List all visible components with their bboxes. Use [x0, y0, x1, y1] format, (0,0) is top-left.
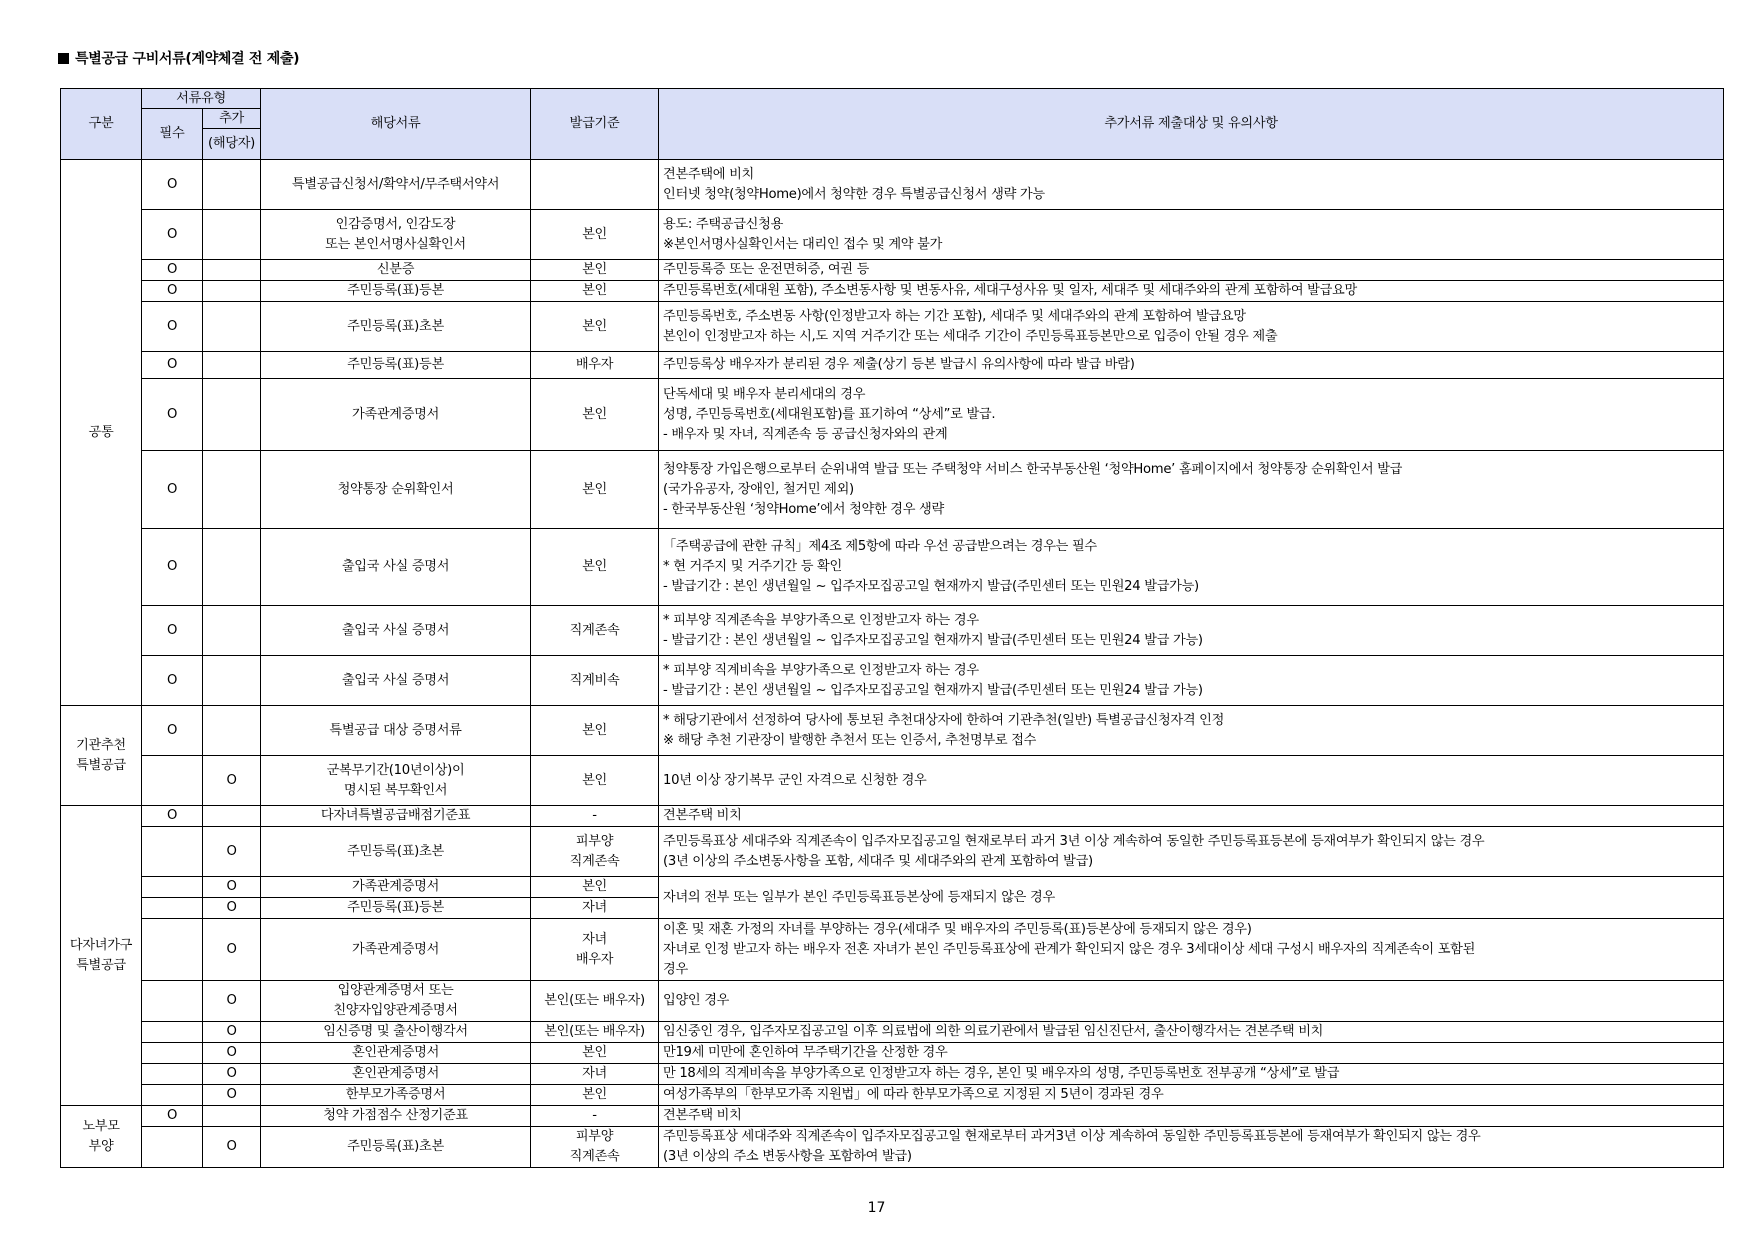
issue-basis	[531, 756, 659, 806]
required-mark: O	[142, 606, 203, 656]
table-row	[61, 756, 1724, 806]
basis-line: 피부양	[575, 1129, 614, 1144]
table-row	[61, 1022, 1724, 1043]
document-name	[261, 1064, 531, 1085]
document-line: 또는 본인서명사실확인서	[325, 236, 466, 252]
group-label: 특별공급	[76, 757, 126, 773]
issue-basis	[531, 606, 659, 656]
document-line: 주민등록(표)등본	[347, 357, 444, 372]
issue-basis	[531, 877, 659, 898]
group-label: 다자녀가구	[69, 937, 133, 953]
required-mark	[142, 1064, 203, 1085]
table-row	[61, 210, 1724, 260]
notes-cell	[659, 451, 1724, 529]
basis-line: 직계비속	[569, 672, 620, 688]
note-line: 자녀로 인정 받고자 하는 배우자 전혼 자녀가 본인 주민등록표상에 관계가 확인되지 않은 경우 3세대이상 세대 구성시 배우자의 직계존속이 포함된	[663, 941, 1476, 957]
extra-mark	[203, 1106, 261, 1127]
basis-line: 본인	[582, 559, 607, 574]
header-group: 구분	[61, 89, 142, 160]
issue-basis	[531, 379, 659, 451]
required-mark: O	[142, 656, 203, 706]
extra-mark: O	[203, 1043, 261, 1064]
document-line: 주민등록(표)초본	[347, 843, 444, 859]
documents-table	[60, 88, 1724, 1168]
extra-mark: O	[203, 1085, 261, 1106]
note-line: 임신중인 경우, 입주자모집공고일 이후 의료법에 의한 의료기관에서 발급된 임신진단서, 출산이행각서는 견본주택 비치	[663, 1024, 1324, 1039]
page-number: 17	[867, 1200, 886, 1216]
basis-line: 본인	[582, 318, 607, 334]
extra-mark	[203, 352, 261, 379]
note-line: - 발급기간 : 본인 생년월일 ~ 입주자모집공고일 현재까지 발급(주민센터 또는 민원24 발급가능)	[663, 579, 1199, 594]
notes-cell	[659, 656, 1724, 706]
notes-cell	[659, 352, 1724, 379]
note-line: * 피부양 직계비속을 부양가족으로 인정받고자 하는 경우	[663, 662, 979, 678]
required-mark	[142, 1022, 203, 1043]
issue-basis	[531, 656, 659, 706]
extra-mark	[203, 806, 261, 827]
basis-line: -	[592, 808, 597, 823]
extra-mark	[203, 656, 261, 706]
document-name	[261, 919, 531, 981]
basis-line: 본인	[582, 1087, 607, 1102]
basis-line: 자녀	[582, 931, 607, 947]
group-cell-elder	[61, 1106, 142, 1168]
issue-basis	[531, 210, 659, 260]
document-line: 주민등록(표)등본	[347, 900, 444, 915]
extra-mark	[203, 260, 261, 281]
issue-basis	[531, 1106, 659, 1127]
document-line: 혼인관계증명서	[351, 1045, 440, 1060]
required-mark	[142, 919, 203, 981]
basis-line: 자녀	[582, 1066, 607, 1081]
basis-line: 본인	[582, 772, 607, 788]
document-line: 가족관계증명서	[351, 941, 440, 957]
extra-mark	[203, 160, 261, 210]
header-extra-sub	[203, 129, 261, 160]
document-line: 주민등록(표)초본	[347, 318, 444, 334]
required-mark: O	[142, 529, 203, 606]
table-row	[61, 160, 1724, 210]
extra-mark: O	[203, 1127, 261, 1168]
note-line: 주민등록표상 세대주와 직계존속이 입주자모집공고일 현재로부터 과거3년 이상 계속하여 동일한 주민등록표등본에 등재여부가 확인되지 않는 경우	[663, 1129, 1481, 1144]
issue-basis	[531, 919, 659, 981]
document-name	[261, 898, 531, 919]
required-mark	[142, 981, 203, 1022]
document-name	[261, 1106, 531, 1127]
note-line: 이혼 및 재혼 가정의 자녀를 부양하는 경우(세대주 및 배우자의 주민등록(표)등본상에 등재되지 않은 경우)	[663, 921, 1252, 937]
issue-basis	[531, 529, 659, 606]
note-line: 자녀의 전부 또는 일부가 본인 주민등록표등본상에 등재되지 않은 경우	[663, 889, 1055, 905]
note-line: 만 18세의 직계비속을 부양가족으로 인정받고자 하는 경우, 본인 및 배우자의 성명, 주민등록번호 전부공개 “상세”로 발급	[663, 1066, 1340, 1081]
document-name	[261, 379, 531, 451]
note-line: 인터넷 청약(청약Home)에서 청약한 경우 특별공급신청서 생략 가능	[663, 186, 1045, 202]
document-name	[261, 756, 531, 806]
header-required: 필수	[142, 109, 203, 160]
document-line: 출입국 사실 증명서	[341, 622, 450, 638]
table-row	[61, 981, 1724, 1022]
document-line: 인감증명서, 인감도장	[335, 216, 456, 232]
group-label: 부양	[88, 1138, 114, 1154]
issue-basis	[531, 352, 659, 379]
extra-mark: O	[203, 827, 261, 877]
group-label: 공통	[88, 424, 114, 440]
group-label: 특별공급	[76, 957, 126, 973]
required-mark: O	[142, 379, 203, 451]
issue-basis	[531, 898, 659, 919]
document-line: 특별공급 대상 증명서류	[329, 722, 462, 738]
basis-line: 본인	[582, 879, 607, 894]
notes-cell	[659, 756, 1724, 806]
document-line: 청약 가점점수 산정기준표	[323, 1108, 468, 1123]
document-line: 명시된 복무확인서	[343, 782, 448, 798]
document-line: 군복무기간(10년이상)이	[326, 762, 465, 778]
note-line: 주민등록증 또는 운전면허증, 여권 등	[663, 262, 870, 277]
document-name	[261, 160, 531, 210]
issue-basis	[531, 1064, 659, 1085]
notes-cell	[659, 981, 1724, 1022]
table-row	[61, 1085, 1724, 1106]
table-row	[61, 352, 1724, 379]
notes-cell	[659, 919, 1724, 981]
notes-cell	[659, 529, 1724, 606]
document-name	[261, 1022, 531, 1043]
extra-mark: O	[203, 877, 261, 898]
issue-basis	[531, 451, 659, 529]
note-line: 여성가족부의「한부모가족 지원법」에 따라 한부모가족으로 지정된 지 5년이 경과된 경우	[663, 1087, 1164, 1102]
issue-basis	[531, 1127, 659, 1168]
table-row	[61, 606, 1724, 656]
document-name	[261, 302, 531, 352]
notes-cell	[659, 827, 1724, 877]
document-line: 신분증	[376, 262, 415, 277]
document-name	[261, 1043, 531, 1064]
note-line: - 발급기간 : 본인 생년월일 ~ 입주자모집공고일 현재까지 발급(주민센터 또는 민원24 발급 가능)	[663, 632, 1203, 648]
notes-cell	[659, 1127, 1724, 1168]
notes-cell	[659, 210, 1724, 260]
note-line: 청약통장 가입은행으로부터 순위내역 발급 또는 주택청약 서비스 한국부동산원 ‘청약Home’ 홈페이지에서 청약통장 순위확인서 발급	[663, 461, 1403, 477]
document-name	[261, 877, 531, 898]
note-line: 단독세대 및 배우자 분리세대의 경우	[663, 386, 866, 402]
document-name	[261, 1085, 531, 1106]
extra-mark	[203, 529, 261, 606]
notes-cell	[659, 1064, 1724, 1085]
document-line: 임신증명 및 출산이행각서	[323, 1024, 468, 1039]
extra-mark	[203, 606, 261, 656]
table-row	[61, 451, 1724, 529]
notes-cell	[659, 606, 1724, 656]
notes-cell	[659, 877, 1724, 919]
document-line: 한부모가족증명서	[345, 1087, 446, 1102]
note-line: 경우	[663, 961, 688, 977]
extra-mark: O	[203, 1022, 261, 1043]
document-line: 가족관계증명서	[351, 406, 440, 422]
issue-basis	[531, 160, 659, 210]
basis-line: 배우자	[575, 951, 614, 967]
note-line: 성명, 주민등록번호(세대원포함)를 표기하여 “상세”로 발급.	[663, 406, 996, 422]
basis-line: 본인	[582, 283, 607, 298]
required-mark	[142, 898, 203, 919]
header-doctype: 서류유형	[142, 89, 261, 109]
extra-mark: O	[203, 756, 261, 806]
extra-mark	[203, 281, 261, 302]
notes-cell	[659, 706, 1724, 756]
note-line: 견본주택에 비치	[663, 166, 754, 182]
document-name	[261, 656, 531, 706]
document-name	[261, 352, 531, 379]
note-line: 주민등록번호(세대원 포함), 주소변동사항 및 변동사유, 세대구성사유 및 일자, 세대주 및 세대주와의 관계 포함하여 발급요망	[663, 283, 1357, 298]
table-row	[61, 302, 1724, 352]
table-row	[61, 656, 1724, 706]
basis-line: 본인	[582, 262, 607, 277]
notes-cell	[659, 1043, 1724, 1064]
issue-basis	[531, 827, 659, 877]
note-line: 주민등록번호, 주소변동 사항(인정받고자 하는 기간 포함), 세대주 및 세대주와의 관계 포함하여 발급요망	[663, 308, 1246, 324]
table-row	[61, 706, 1724, 756]
issue-basis	[531, 806, 659, 827]
extra-mark	[203, 451, 261, 529]
header-notes: 추가서류 제출대상 및 유의사항	[659, 89, 1724, 160]
header-extra-line1: 추가	[219, 110, 244, 126]
basis-line: 직계존속	[569, 853, 620, 869]
note-line: * 피부양 직계존속을 부양가족으로 인정받고자 하는 경우	[663, 612, 979, 628]
extra-mark	[203, 706, 261, 756]
issue-basis	[531, 1043, 659, 1064]
table-row	[61, 281, 1724, 302]
notes-cell	[659, 806, 1724, 827]
document-name	[261, 260, 531, 281]
issue-basis	[531, 1085, 659, 1106]
notes-cell	[659, 1085, 1724, 1106]
notes-cell	[659, 160, 1724, 210]
required-mark: O	[142, 210, 203, 260]
document-name	[261, 706, 531, 756]
document-line: 청약통장 순위확인서	[337, 481, 454, 497]
basis-line: 본인	[582, 722, 607, 738]
document-line: 주민등록(표)등본	[347, 283, 444, 298]
note-line: - 한국부동산원 ‘청약Home’에서 청약한 경우 생략	[663, 501, 944, 517]
header-basis: 발급기준	[531, 89, 659, 160]
notes-cell	[659, 1106, 1724, 1127]
table-row	[61, 806, 1724, 827]
basis-line: -	[592, 1108, 597, 1123]
note-line: - 발급기간 : 본인 생년월일 ~ 입주자모집공고일 현재까지 발급(주민센터 또는 민원24 발급 가능)	[663, 682, 1203, 698]
issue-basis	[531, 706, 659, 756]
table-row	[61, 877, 1724, 898]
note-line: * 해당기관에서 선정하여 당사에 통보된 추천대상자에 한하여 기관추천(일반) 특별공급신청자격 인정	[663, 712, 1225, 728]
document-name	[261, 451, 531, 529]
group-cell-inst	[61, 706, 142, 806]
group-label: 노부모	[82, 1118, 120, 1134]
extra-mark: O	[203, 981, 261, 1022]
section-title-text: 특별공급 구비서류(계약체결 전 제출)	[75, 51, 300, 67]
note-line: * 현 거주지 및 거주기간 등 확인	[663, 559, 842, 574]
document-line: 주민등록(표)초본	[347, 1139, 444, 1154]
note-line: (3년 이상의 주소변동사항을 포함, 세대주 및 세대주와의 관계 포함하여 발급)	[663, 853, 1093, 869]
table-row	[61, 1043, 1724, 1064]
square-bullet-icon	[58, 53, 69, 64]
note-line: 입양인 경우	[663, 993, 730, 1008]
document-line: 다자녀특별공급배점기준표	[320, 808, 471, 823]
basis-line: 자녀	[582, 900, 607, 915]
required-mark	[142, 1085, 203, 1106]
note-line: 만19세 미만에 혼인하여 무주택기간을 산정한 경우	[663, 1045, 948, 1060]
extra-mark: O	[203, 898, 261, 919]
group-cell-common	[61, 160, 142, 706]
notes-cell	[659, 302, 1724, 352]
required-mark	[142, 756, 203, 806]
required-mark: O	[142, 451, 203, 529]
basis-line: 본인	[582, 226, 607, 242]
required-mark: O	[142, 302, 203, 352]
document-line: 출입국 사실 증명서	[341, 559, 450, 574]
document-line: 가족관계증명서	[351, 879, 440, 894]
table-row	[61, 1064, 1724, 1085]
issue-basis	[531, 281, 659, 302]
group-cell-multi	[61, 806, 142, 1106]
notes-cell	[659, 1022, 1724, 1043]
document-name	[261, 210, 531, 260]
table-row	[61, 1106, 1724, 1127]
document-line: 출입국 사실 증명서	[341, 672, 450, 688]
document-name	[261, 806, 531, 827]
issue-basis	[531, 1022, 659, 1043]
basis-line: 피부양	[575, 833, 614, 849]
section-title	[58, 48, 299, 68]
extra-mark	[203, 379, 261, 451]
required-mark: O	[142, 352, 203, 379]
note-line: 본인이 인정받고자 하는 시,도 지역 거주기간 또는 세대주 기간이 주민등록표등본만으로 입증이 안될 경우 제출	[663, 328, 1278, 344]
issue-basis	[531, 302, 659, 352]
basis-line: 직계존속	[569, 622, 620, 638]
note-line: 용도: 주택공급신청용	[663, 216, 784, 232]
document-name	[261, 529, 531, 606]
extra-mark: O	[203, 919, 261, 981]
required-mark: O	[142, 160, 203, 210]
note-line: 주민등록표상 세대주와 직계존속이 입주자모집공고일 현재로부터 과거 3년 이상 계속하여 동일한 주민등록표등본에 등재여부가 확인되지 않는 경우	[663, 833, 1485, 849]
header-document: 해당서류	[261, 89, 531, 160]
required-mark	[142, 1127, 203, 1168]
table-row	[61, 919, 1724, 981]
notes-cell	[659, 379, 1724, 451]
basis-line: 본인(또는 배우자)	[544, 993, 645, 1008]
extra-mark	[203, 210, 261, 260]
header-extra	[203, 109, 261, 129]
notes-cell	[659, 260, 1724, 281]
table-row	[61, 827, 1724, 877]
document-name	[261, 981, 531, 1022]
notes-cell	[659, 281, 1724, 302]
issue-basis	[531, 260, 659, 281]
basis-line: 본인	[582, 406, 607, 422]
required-mark	[142, 1043, 203, 1064]
group-label: 기관추천	[76, 737, 126, 753]
document-line: 혼인관계증명서	[351, 1066, 440, 1081]
table-row	[61, 260, 1724, 281]
note-line: - 배우자 및 자녀, 직계존속 등 공급신청자와의 관계	[663, 426, 948, 442]
note-line: 주민등록상 배우자가 분리된 경우 제출(상기 등본 발급시 유의사항에 따라 발급 바람)	[663, 357, 1135, 372]
required-mark: O	[142, 281, 203, 302]
note-line: ※본인서명사실확인서는 대리인 접수 및 계약 불가	[663, 236, 943, 252]
extra-mark	[203, 302, 261, 352]
basis-line: 본인	[582, 481, 607, 497]
basis-line: 직계존속	[569, 1149, 620, 1164]
document-line: 입양관계증명서 또는	[337, 983, 454, 998]
document-name	[261, 1127, 531, 1168]
table-row	[61, 379, 1724, 451]
required-mark: O	[142, 706, 203, 756]
basis-line: 본인(또는 배우자)	[544, 1024, 645, 1039]
document-line: 특별공급신청서/확약서/무주택서약서	[291, 176, 500, 192]
document-name	[261, 827, 531, 877]
note-line: 견본주택 비치	[663, 808, 742, 823]
table-row	[61, 1127, 1724, 1168]
note-line: ※ 해당 추천 기관장이 발행한 추천서 또는 인증서, 추천명부로 접수	[663, 732, 1037, 748]
required-mark	[142, 877, 203, 898]
document-name	[261, 281, 531, 302]
note-line: 「주택공급에 관한 규칙」제4조 제5항에 따라 우선 공급받으려는 경우는 필수	[663, 539, 1097, 554]
note-line: (3년 이상의 주소 변동사항을 포함하여 발급)	[663, 1149, 912, 1164]
document-line: 친양자입양관계증명서	[333, 1003, 458, 1018]
header-extra-line2: (해당자)	[208, 136, 256, 151]
required-mark: O	[142, 260, 203, 281]
note-line: (국가유공자, 장애인, 철거민 제외)	[663, 481, 854, 497]
note-line: 10년 이상 장기복무 군인 자격으로 신청한 경우	[663, 772, 927, 788]
basis-line: 배우자	[575, 357, 614, 372]
document-name	[261, 606, 531, 656]
required-mark	[142, 827, 203, 877]
table-row	[61, 529, 1724, 606]
extra-mark: O	[203, 1064, 261, 1085]
basis-line: 본인	[582, 1045, 607, 1060]
issue-basis	[531, 981, 659, 1022]
required-mark: O	[142, 806, 203, 827]
required-mark: O	[142, 1106, 203, 1127]
note-line: 견본주택 비치	[663, 1108, 742, 1123]
